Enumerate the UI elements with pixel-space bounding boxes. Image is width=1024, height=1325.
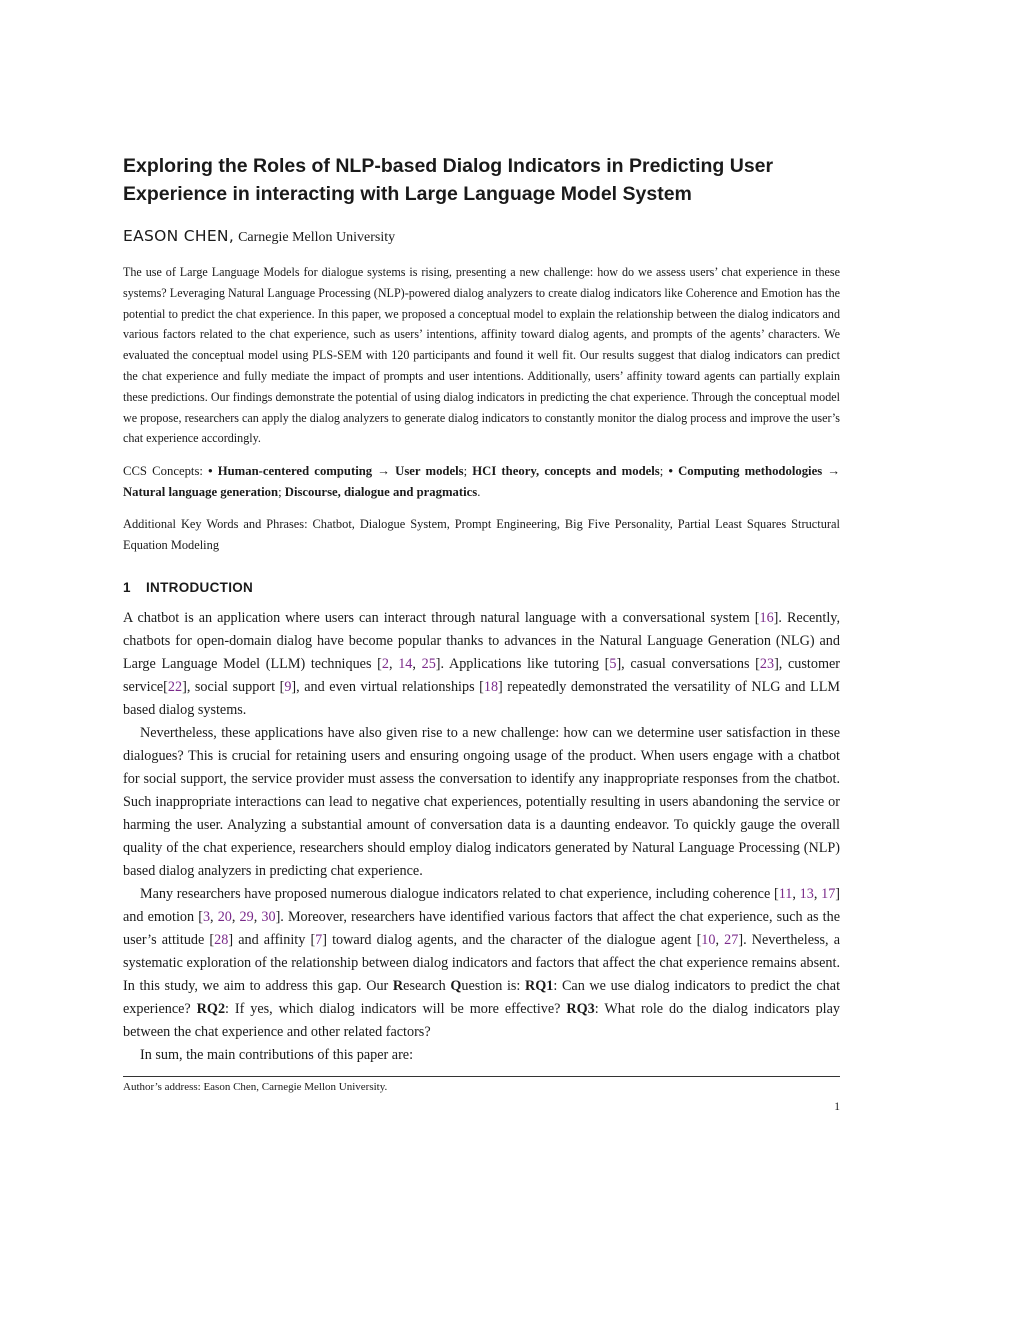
citation-link[interactable]: 3 — [202, 909, 211, 925]
ccs-label: CCS Concepts: — [123, 464, 209, 478]
research-question-label: RQ2 — [196, 1001, 226, 1017]
citation-link[interactable]: 2 — [381, 656, 389, 672]
keywords: Additional Key Words and Phrases: Chatbot, Dialogue System, Prompt Engineering, Big Five Personality, Partial Least Squares Structural Equation Modeling — [123, 517, 840, 552]
section-title: INTRODUCTION — [146, 580, 254, 595]
citation-link[interactable]: 23 — [759, 656, 775, 672]
research-question-label: RQ1 — [525, 978, 554, 994]
citation-link[interactable]: 22 — [167, 679, 183, 695]
ccs-term: HCI theory, concepts and models — [472, 464, 660, 478]
page-number: 1 — [834, 1101, 840, 1113]
citation-link[interactable]: 28 — [214, 932, 229, 948]
paragraph: Nevertheless, these applications have also given rise to a new challenge: how can we determine user satisfaction in these dialogues? This is crucial for retaining users and ensuring ongoing usage of the product. When users engage with a chatbot for social support, the service provider must assess the conversation to identify any inappropriate responses from the chatbot. Such inappropriate interactions can lead to negative chat experiences, potentially resulting in users abandoning the service or harming the user. Analyzing a substantial amount of conversation data is a daunting endeavor. To quickly gauge the overall quality of the chat experience, researchers should employ dialog indicators generated by Natural Language Processing (NLP) based dialog analyzers in predicting chat experience. — [123, 725, 840, 879]
citation-link[interactable]: 16 — [759, 610, 774, 626]
paragraph: In sum, the main contributions of this paper are: — [140, 1047, 414, 1063]
section-heading — [123, 580, 253, 595]
paper-page — [123, 0, 840, 1325]
citation-link[interactable]: 9 — [284, 679, 292, 695]
abstract: The use of Large Language Models for dialogue systems is rising, presenting a new challenge: how do we assess users’ chat experience in these systems? Leveraging Natural Language Processing (NLP)-powered dialog analyzers to create dialog indicators like Coherence and Emotion has the potential to predict the chat experience. In this paper, we proposed a conceptual model to explain the relationship between the dialog indicators and various factors related to the chat experience, such as users’ intentions, affinity toward dialog agents, and prompts of the agents’ characters. We evaluated the conceptual model using PLS-SEM with 120 participants and found it well fit. Our results suggest that dialog indicators can predict the chat experience and fully mediate the impact of prompts and user intentions. Additionally, users’ affinity toward agents can partially explain these predictions. Our findings demonstrate the potential of using dialog indicators in predicting the chat experience. Through the conceptual model we propose, researchers can apply the dialog analyzers to generate dialog indicators to constantly monitor the dialog process and improve the user’s chat experience accordingly. — [123, 265, 840, 446]
citation-link[interactable]: 27 — [724, 932, 739, 948]
citation-link[interactable]: 14 — [398, 656, 413, 672]
citation-link[interactable]: 18 — [483, 679, 499, 695]
paper-title: Exploring the Roles of NLP-based Dialog Indicators in Predicting User Experience in interacting with Large Language Model System — [123, 155, 774, 205]
citation-link[interactable]: 13 — [799, 886, 814, 902]
paragraph: Many researchers have proposed numerous dialogue indicators related to chat experience, including coherence [11, 13, 17] and emotion [3, 20, 29, 30]. Moreover, researchers have identified various factors that affect the chat experience, such as the user’s attitude [28] and affinity [7] toward dialog agents, and the character of the dialogue agent [10, 27]. Nevertheless, a systematic exploration of the relationship between dialog indicators and factors that affect the chat experience remains absent. In this study, we aim to address this gap. Our Research Question is: RQ1: Can we use dialog indicators to predict the chat experience? RQ2: If yes, which dialog indicators will be more effective? RQ3: What role do the dialog indicators play between the chat experience and other related factors? — [123, 886, 841, 1040]
citation-link[interactable]: 29 — [239, 909, 254, 925]
citation-link[interactable]: 7 — [315, 932, 323, 948]
citation-link[interactable]: 30 — [261, 909, 276, 925]
footnote: Author’s address: Eason Chen, Carnegie Mellon University. — [123, 1081, 388, 1093]
ccs-term: • Computing methodologies → Natural language generation — [123, 464, 841, 499]
research-question-label: RQ3 — [566, 1001, 595, 1017]
citation-link[interactable]: 17 — [821, 886, 836, 902]
author-name: EASON CHEN, — [123, 227, 235, 245]
citation-link[interactable]: 10 — [701, 932, 716, 948]
author-affiliation: Carnegie Mellon University — [238, 230, 396, 245]
introduction-body — [123, 607, 840, 1067]
citation-link[interactable]: 5 — [609, 656, 617, 672]
citation-link[interactable]: 20 — [217, 909, 232, 925]
paragraph: A chatbot is an application where users can interact through natural language with a conversational system [16]. Recently, chatbots for open-domain dialog have become popular thanks to advances in the Natural Language Generation (NLG) and Large Language Model (LLM) techniques [2, 14, 25]. Applications like tutoring [5], casual conversations [23], customer service[22], social support [9], and even virtual relationships [18] repeatedly demonstrated the versatility of NLG and LLM based dialog systems. — [123, 610, 841, 718]
ccs-term: • Human-centered computing → User models — [208, 464, 464, 478]
footnote-divider — [123, 1076, 840, 1077]
ccs-concepts: CCS Concepts: • Human-centered computing → User models; HCI theory, concepts and models; • Computing methodologies → Natural language generation; Discourse, dialogue and pragmatics. — [123, 464, 841, 499]
citation-link[interactable]: 11 — [778, 886, 793, 902]
section-number: 1 — [123, 580, 131, 595]
ccs-term: Discourse, dialogue and pragmatics — [284, 485, 478, 499]
author-line — [123, 227, 395, 246]
citation-link[interactable]: 25 — [421, 656, 436, 672]
